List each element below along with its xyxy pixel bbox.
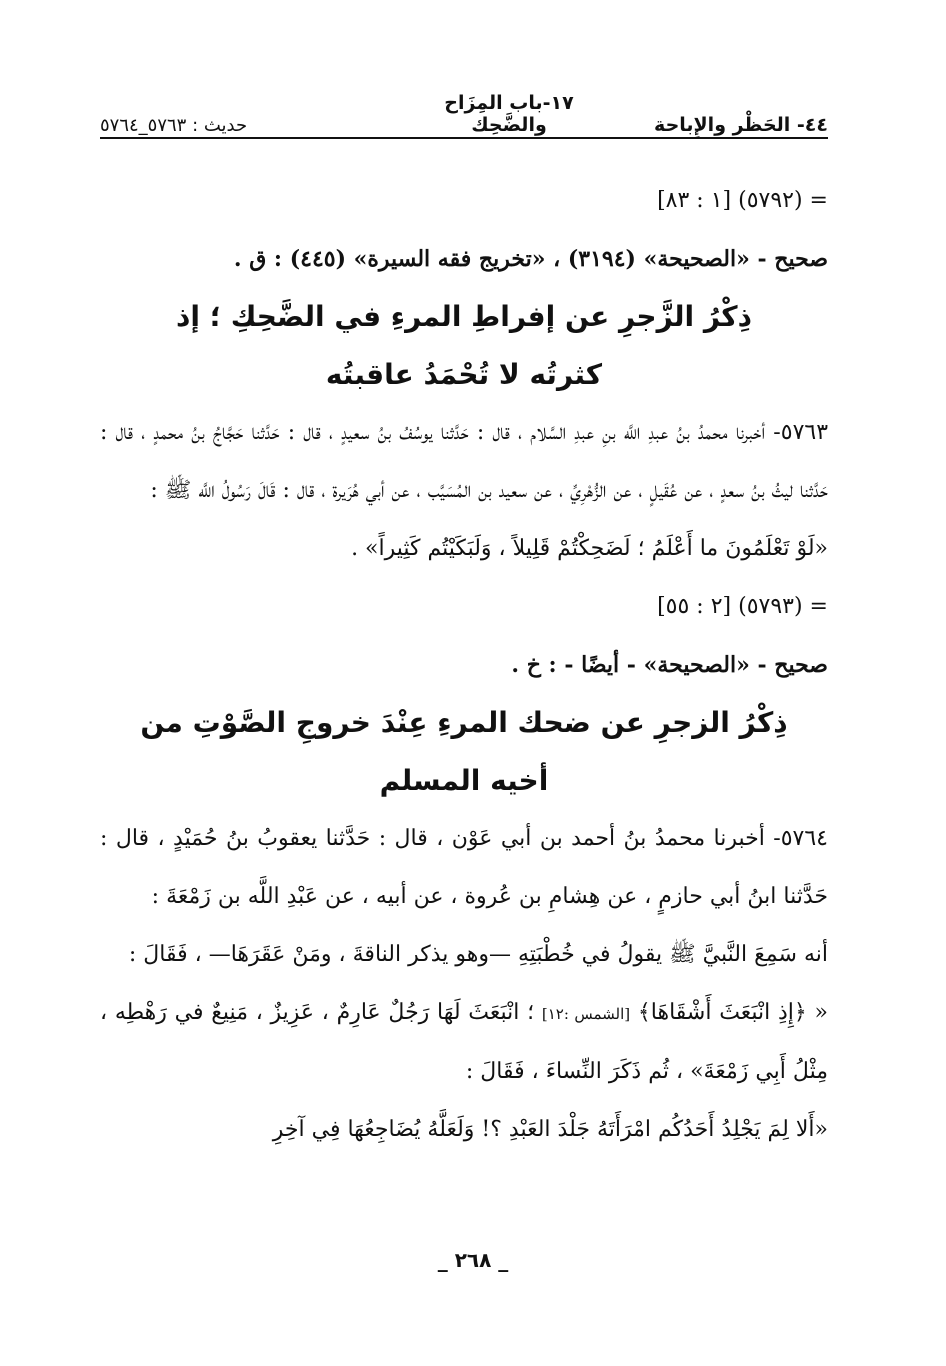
hadith-5764-matn-3: «أَلا لِمَ يَجْلِدُ أَحَدُكُم امْرَأَتَهُ جَلْدَ العَبْدِ ؟! وَلَعَلَّهُ يُضَاجِعُهَا فِي آخِرِ xyxy=(272,1117,828,1142)
running-header xyxy=(100,92,828,136)
page-number: _ ٢٦٨ _ xyxy=(437,1248,509,1272)
chapter-heading-1: ذِكْرُ الزَّجرِ عن إفراطِ المرءِ في الضَّحِكِ ؛ إذ كثرتُه لا تُحْمَدُ عاقبتُه xyxy=(176,300,752,391)
hadith-5764-matn-2 xyxy=(100,984,828,1101)
chapter-heading-2: ذِكْرُ الزجرِ عن ضحك المرءِ عِنْدَ خروجِ الصَّوْتِ من أخيه المسلم xyxy=(140,706,788,797)
hadith-range: حديث : ٥٧٦٣_٥٧٦٤ xyxy=(100,115,248,136)
cross-reference-5792: = (٥٧٩٢) [١ : ٨٣] xyxy=(657,188,828,213)
header-divider xyxy=(100,137,828,139)
grading-5793: صحيح - «الصحيحة» - أيضًا - : خ . xyxy=(511,652,828,678)
hadith-5764-isnad: ٥٧٦٤- أخبرنا محمدُ بنُ أحمد بن أبي عَوْن ، قال : حَدَّثنا يعقوبُ بنُ حُمَيْدٍ ، قال : حَدَّثنا ابنُ أبي حازمٍ ، عن هِشامِ بن عُروة ، عن أبيه ، عن عَبْدِ اللَّه بن زَمْعَةَ : xyxy=(100,826,828,909)
hadith-5764-matn-1: أنه سَمِعَ النَّبيَّ ﷺ يقولُ في خُطْبَتِهِ —وهو يذكر الناقةَ ، ومَنْ عَقَرَهَا— ، فَقَالَ : xyxy=(128,942,828,967)
page-body xyxy=(100,172,828,1159)
section-title: ١٧-باب المِزَاح والضَّحِك xyxy=(444,92,574,136)
cross-reference-5793: = (٥٧٩٣) [٢ : ٥٥] xyxy=(657,594,828,619)
grading-5792: صحيح - «الصحيحة» (٣١٩٤) ، «تخريج فقه السيرة» (٤٤٥) : ق . xyxy=(233,246,828,272)
quran-quote: « ﴿إِذِ انْبَعَثَ أَشْقَاهَا﴾ xyxy=(637,1000,828,1025)
hadith-5763-isnad: ٥٧٦٣- أخبرنا محمدُ بنُ عبدِ اللَّه بنِ عبدِ السَّلام ، قال : حَدَّثنا يوسُفُ بنُ سعيدٍ ، قال : حَدَّثنا حَجَّاجُ بنُ محمدٍ ، قال : حَدَّثنا ليثُ بنُ سعدٍ ، عن عُقَيلٍ ، عن الزُّهْرِيِّ ، عن سعيد بن المُسَيَّب ، عن أبي هُرَيرة ، قال : قَالَ رَسُولُ اللَّه ﷺ : xyxy=(100,420,829,503)
quran-reference: [الشمس :١٢] xyxy=(541,1005,631,1023)
chapter-title: ٤٤- الحَظْر والإِباحة xyxy=(654,114,828,136)
hadith-5764-matn-2-rest: ؛ انْبَعَثَ لَهَا رَجُلٌ عَارِمٌ ، عَزِيزٌ ، مَنِيعٌ في رَهْطِه ، مِثْلُ أَبِي زَمْعَةَ» ، ثُم ذَكَرَ النِّساءَ ، فَقَالَ : xyxy=(100,1000,828,1084)
hadith-5763-matn: «لَوْ تَعْلَمُونَ ما أَعْلَمُ ؛ لَضَحِكْتُمْ قَلِيلاً ، وَلَبَكَيْتُم كَثِيراً» . xyxy=(351,536,828,561)
